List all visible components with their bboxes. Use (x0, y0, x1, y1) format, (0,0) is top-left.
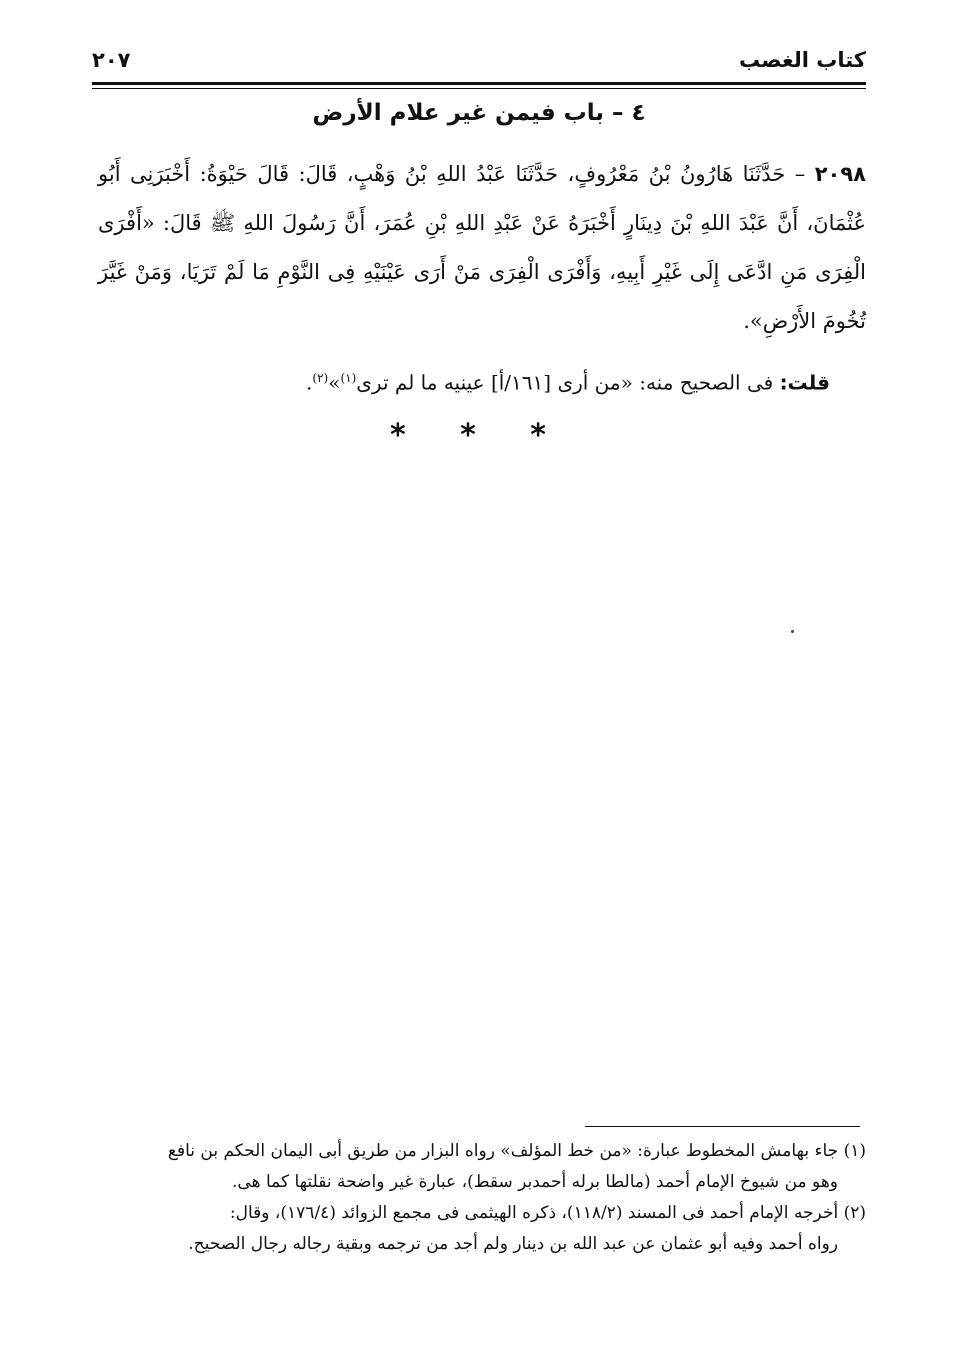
note-end: . (306, 370, 313, 395)
footnote-divider (585, 1126, 860, 1127)
hadith-text: – حَدَّثَنَا هَارُونُ بْنُ مَعْرُوفٍ، حَدَّثَنَا عَبْدُ اللهِ بْنُ وَهْبٍ، قَالَ: قَالَ حَيْوَةُ: أَخْبَرَنِى أَبُو عُثْمَانَ، أَنَّ عَبْدَ اللهِ بْنَ دِينَارٍ أَخْبَرَهُ عَنْ عَبْدِ اللهِ بْنِ عُمَرَ، أَنَّ رَسُولَ اللهِ ﷺ قَالَ: «أَفْرَى الْفِرَى مَنِ ادَّعَى إِلَى غَيْرِ أَبِيهِ، وَأَفْرَى الْفِرَى مَنْ أَرَى عَيْنَيْهِ فِى النَّوْمِ مَا لَمْ تَرَيَا، وَمَنْ غَيَّرَ تُخُومَ الأَرْضِ». (98, 162, 866, 333)
footnote-2-line-1: (٢) أخرجه الإمام أحمد فى المسند (١١٨/٢)، ذكره الهيثمى فى مجمع الزوائد (١٧٦/٤)، وقال: (229, 1203, 866, 1223)
footnote-2 (98, 1198, 866, 1260)
header-rule-thin (92, 88, 866, 89)
header-rule-thick (92, 82, 866, 85)
running-title: كتاب الغصب (739, 48, 866, 72)
footnote-1-line-1: (١) جاء بهامش المخطوط عبارة: «من خط المؤلف» رواه البزار من طريق أبى اليمان الحكم بن نافع (167, 1141, 866, 1161)
footnote-ref-2: (٢) (312, 371, 329, 385)
page-number: ٢٠٧ (92, 48, 131, 72)
note-label: قلت: (779, 370, 830, 395)
page-header (92, 40, 866, 82)
scan-speck (791, 630, 794, 633)
footnote-2-line-2: رواه أحمد وفيه أبو عثمان عن عبد الله بن دينار ولم أجد من ترجمه وبقية رجاله رجال الصحيح. (188, 1234, 838, 1254)
note-close-quote: » (328, 370, 341, 395)
chapter-heading: ٤ – باب فيمن غير علام الأرض (312, 100, 646, 126)
hadith-number: ٢٠٩٨ (814, 162, 866, 186)
section-separator-stars: * * * (390, 418, 568, 453)
footnote-ref-1: (١) (340, 371, 357, 385)
footnote-1 (98, 1136, 866, 1198)
note-text: فى الصحيح منه: «من أرى [١٦١/أ] عينيه ما لم ترى (356, 370, 780, 395)
hadith-paragraph (98, 150, 866, 346)
footnotes (98, 1136, 866, 1260)
footnote-1-line-2: وهو من شيوخ الإمام أحمد (مالطا برله أحمدبر سقط)، عبارة غير واضحة نقلتها كما هى. (232, 1172, 838, 1192)
author-note (98, 360, 830, 401)
